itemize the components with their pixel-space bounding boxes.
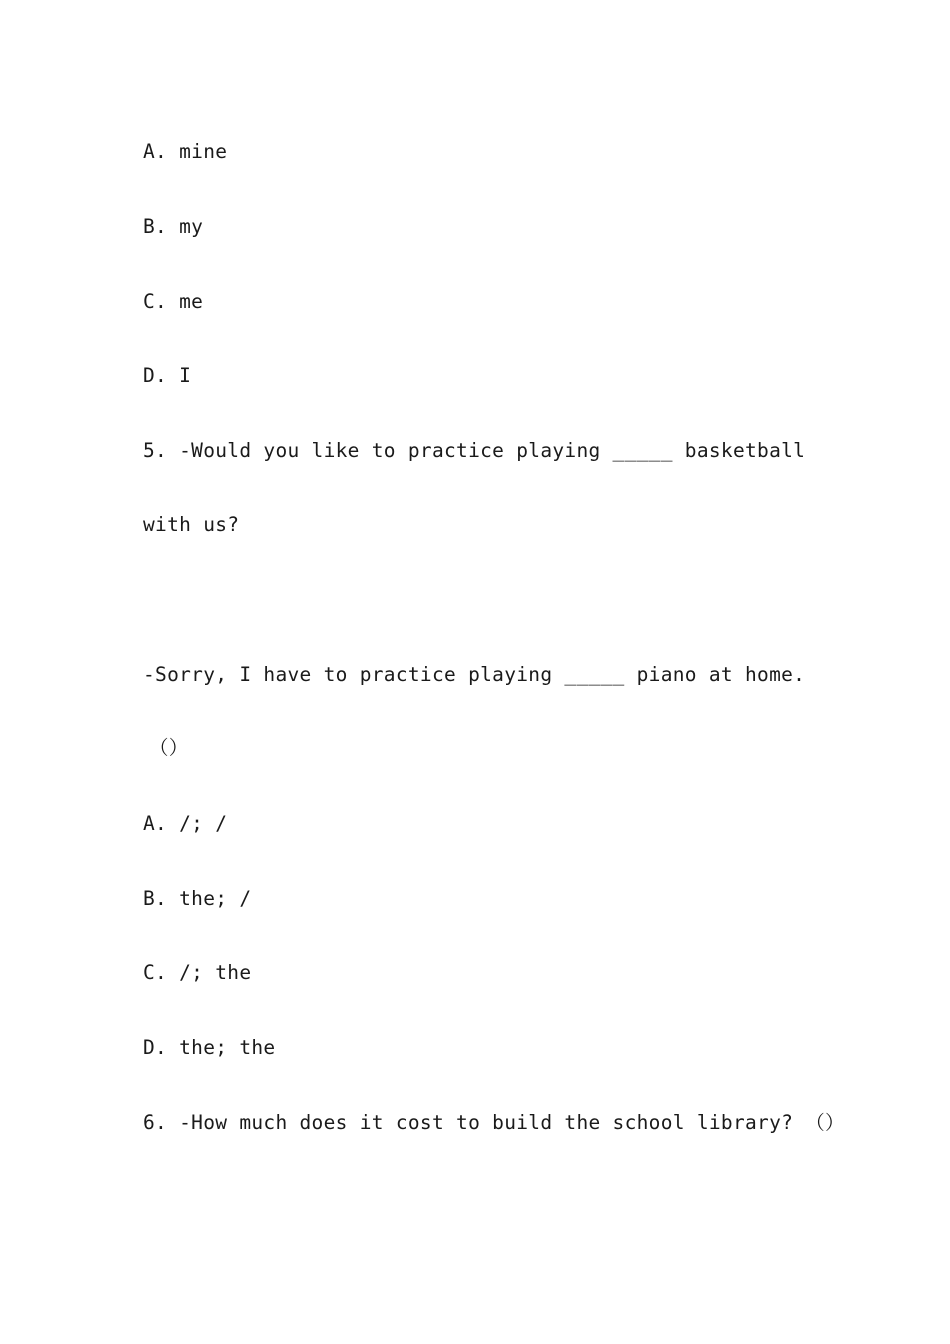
q4-option-a: A. mine (143, 140, 228, 163)
q5-option-c: C. /; the (143, 961, 252, 984)
q4-option-c: C. me (143, 290, 204, 313)
q4-option-d: D. I (143, 364, 192, 387)
q5-answer-bracket: （） (149, 736, 189, 759)
q6-question-line-1: 6. -How much does it cost to build the school library? （） (143, 1111, 845, 1134)
q5-question-line-2: with us? (143, 513, 240, 536)
q5-response-line: -Sorry, I have to practice playing _____ piano at home. (143, 663, 806, 686)
q5-option-a: A. /; / (143, 812, 228, 835)
q5-question-line-1: 5. -Would you like to practice playing _____ basketball (143, 439, 806, 462)
q5-option-d: D. the; the (143, 1036, 276, 1059)
q5-option-b: B. the; / (143, 887, 252, 910)
q4-option-b: B. my (143, 215, 204, 238)
